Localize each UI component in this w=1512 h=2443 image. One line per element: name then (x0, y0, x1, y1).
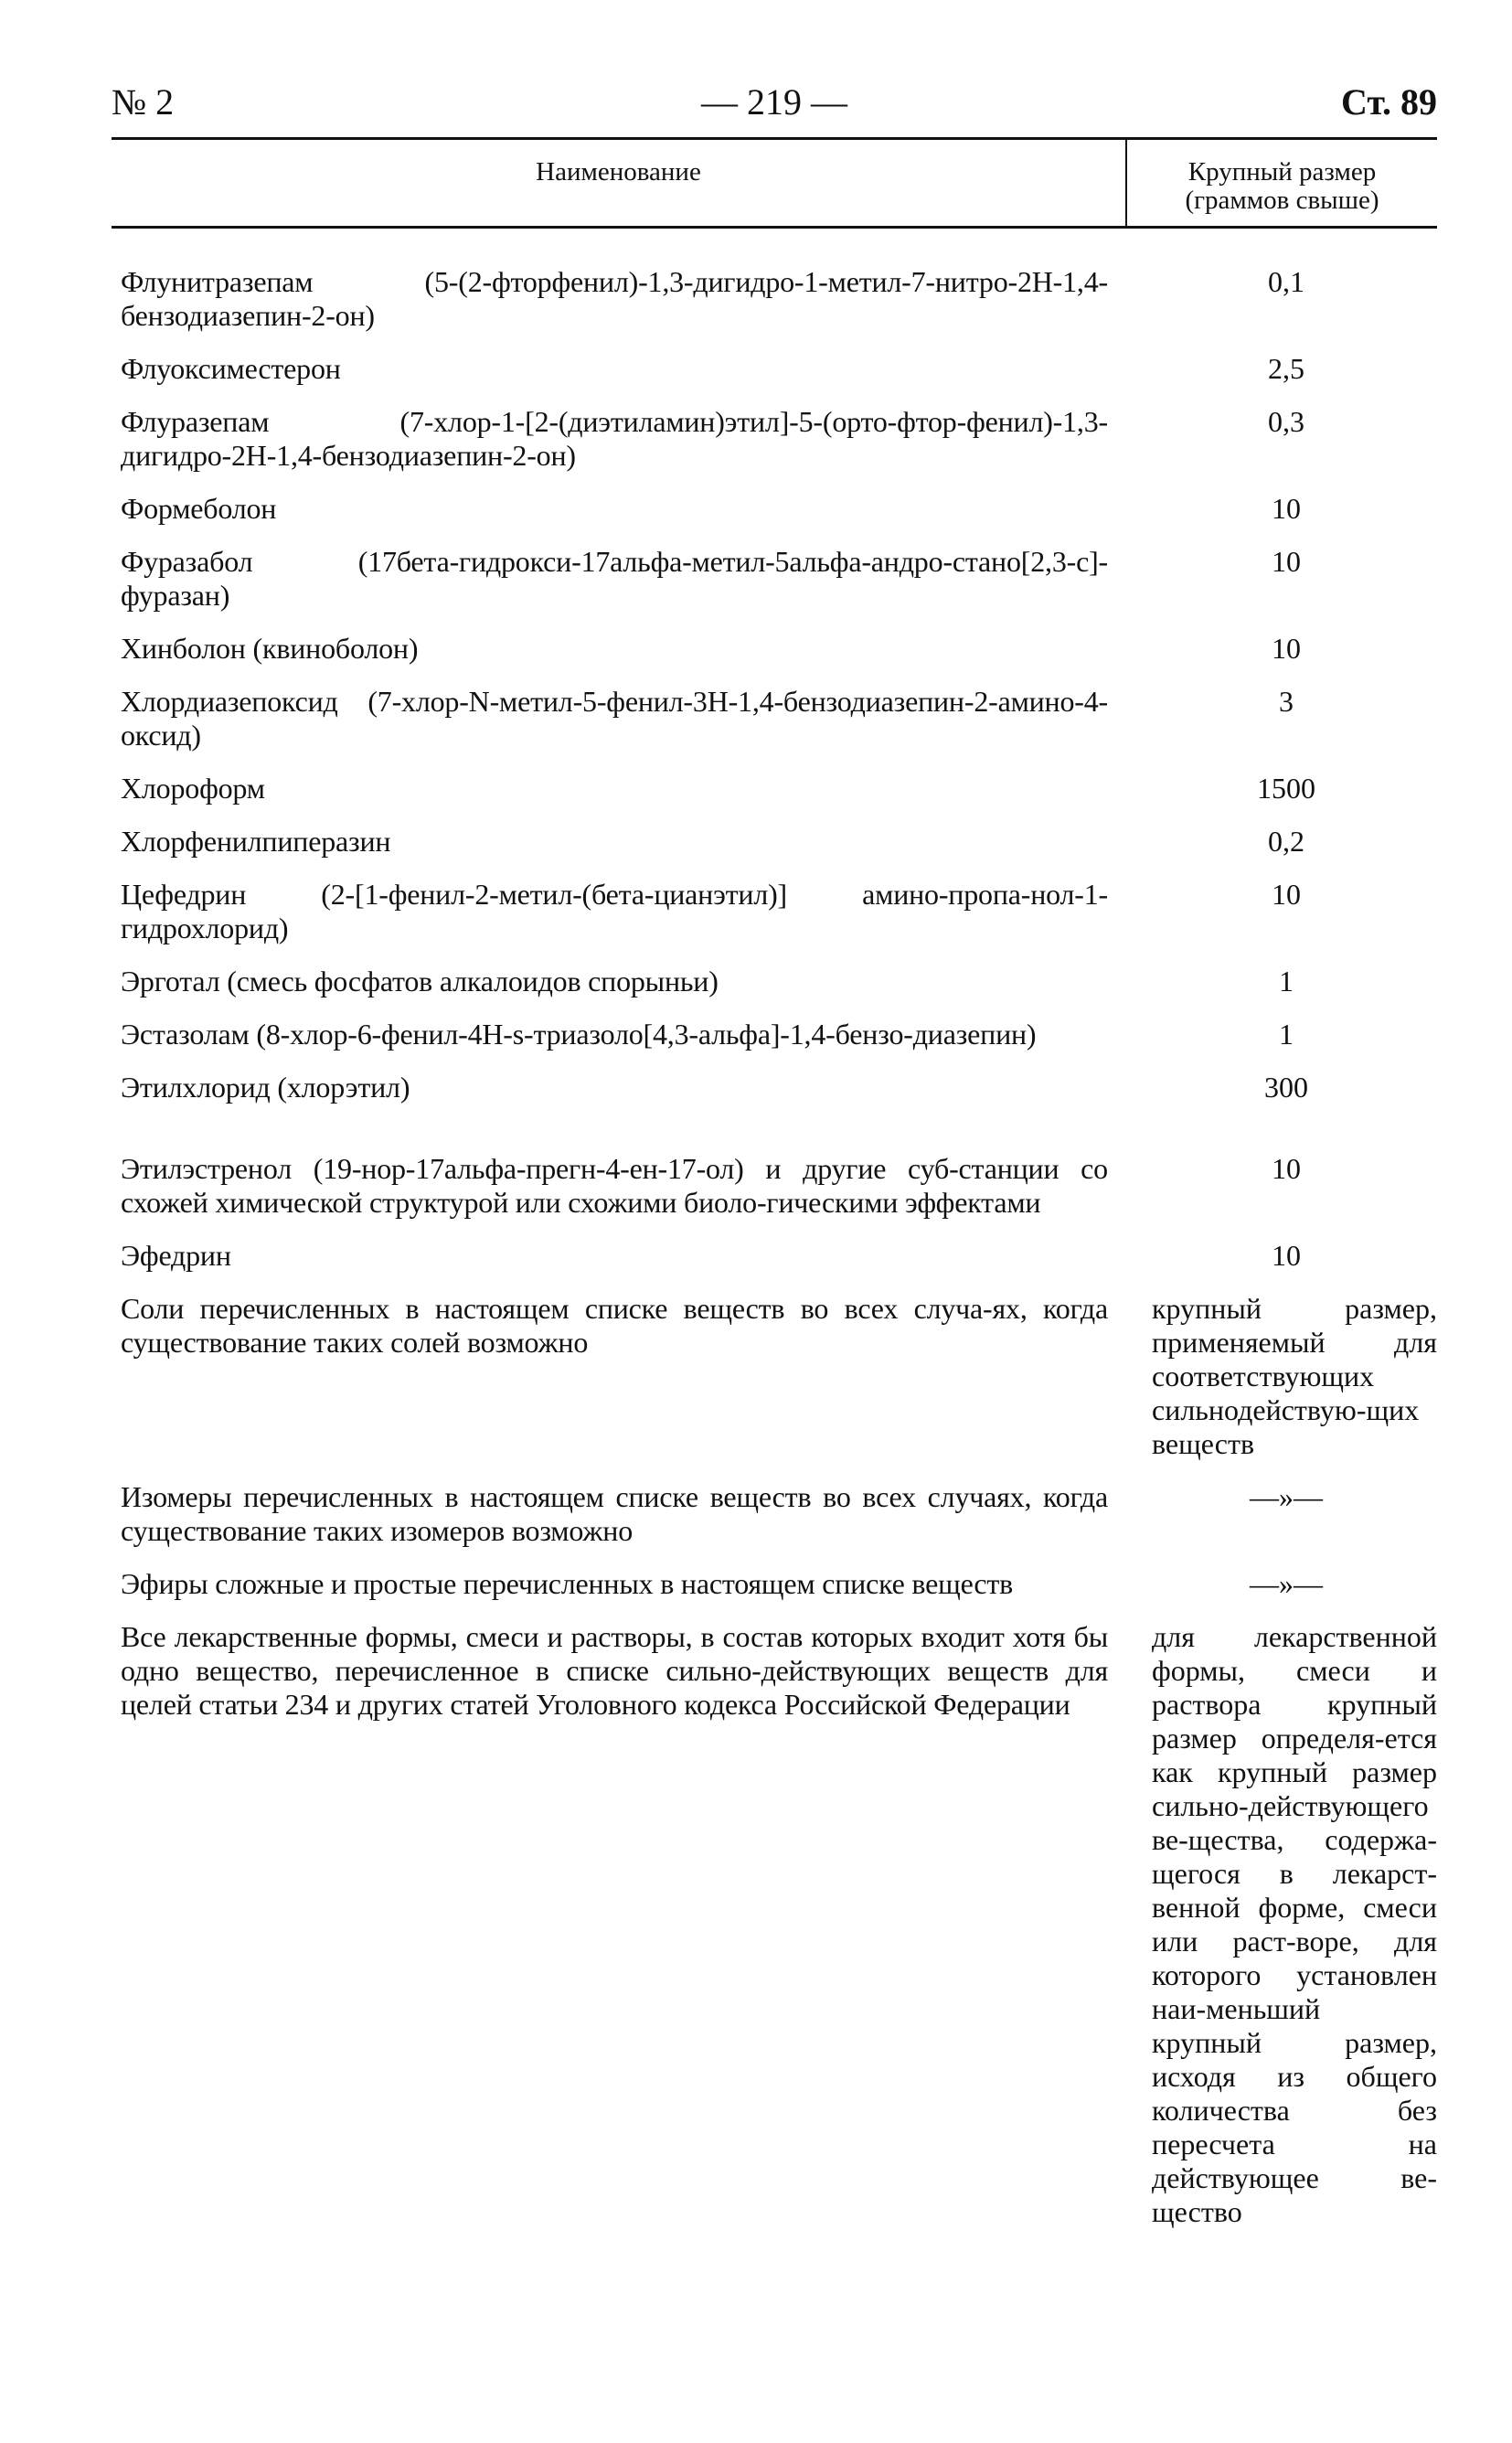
amount-value: 300 (1264, 1071, 1308, 1104)
table-row (112, 485, 1437, 539)
table-row (112, 1064, 1437, 1117)
page-number: — 219 — (701, 81, 847, 123)
substance-name: Этилэстренол (19-нор-17альфа-прегн-4-ен-17-ол) и другие суб-станции со схожей химической структурой или схожими биоло-гическими эффектами (121, 1152, 1108, 1219)
substance-name: Изомеры перечисленных в настоящем списке веществ во всех случаях, когда существование таких изомеров возможно (121, 1480, 1108, 1547)
substances-table (112, 137, 1437, 2242)
amount-value: 10 (1272, 1239, 1301, 1272)
table-row (112, 399, 1437, 485)
table-row (112, 539, 1437, 625)
amount-value: 3 (1279, 685, 1294, 718)
amount-value: 10 (1272, 492, 1301, 525)
substance-name: Все лекарственные формы, смеси и растворы, в состав которых входит хотя бы одно вещество, перечисленное в списке сильно-действующих веществ для целей статьи 234 и других статей Уголовного кодекса Российской Федерации (121, 1620, 1108, 1721)
table-row (112, 1117, 1437, 1232)
column-header-name: Наименование (112, 139, 1126, 228)
table-row (112, 228, 1437, 347)
substance-name: Эфедрин (121, 1239, 231, 1272)
substance-name: Хлордиазепоксид (7-хлор-N-метил-5-фенил-3Н-1,4-бензодиазепин-2-амино-4-оксид) (121, 685, 1108, 752)
substance-name: Флунитразепам (5-(2-фторфенил)-1,3-дигидро-1-метил-7-нитро-2Н-1,4-бензодиазепин-2-он) (121, 265, 1108, 332)
issue-number: № 2 (112, 81, 175, 123)
substance-name: Цефедрин (2-[1-фенил-2-метил-(бета-цианэтил)] амино-пропа-нол-1-гидрохлорид) (121, 878, 1108, 944)
table-row (112, 1286, 1437, 1474)
amount-value: 1 (1279, 1018, 1294, 1051)
table-row (112, 871, 1437, 958)
substance-name: Формеболон (121, 492, 277, 525)
substance-name: Соли перечисленных в настоящем списке веществ во всех случа-ях, когда существование таких солей возможно (121, 1292, 1108, 1359)
running-header (112, 73, 1437, 137)
column-header-amount: Крупный размер (граммов свыше) (1126, 139, 1437, 228)
amount-value: —»— (1250, 1567, 1323, 1600)
amount-value: 1500 (1257, 772, 1315, 805)
substance-name: Хинболон (квиноболон) (121, 632, 419, 665)
amount-value: —»— (1250, 1480, 1323, 1513)
table-row (112, 678, 1437, 765)
amount-value: 0,3 (1268, 405, 1304, 438)
substance-name: Хлороформ (121, 772, 265, 805)
amount-value: 0,1 (1268, 265, 1304, 298)
table-row (112, 1561, 1437, 1614)
amount-value: 0,2 (1268, 825, 1304, 858)
table-row (112, 958, 1437, 1011)
substance-name: Флуразепам (7-хлор-1-[2-(диэтиламин)этил]-5-(орто-фтор-фенил)-1,3-дигидро-2Н-1,4-бензодиазепин-2-он) (121, 405, 1108, 472)
table-row (112, 765, 1437, 818)
article-number: Ст. 89 (1341, 81, 1437, 123)
table-row (112, 1232, 1437, 1286)
substance-name: Хлорфенилпиперазин (121, 825, 391, 858)
table-row (112, 1474, 1437, 1561)
substance-name: Эрготал (смесь фосфатов алкалоидов спорыньи) (121, 965, 719, 997)
amount-value: 10 (1272, 1152, 1301, 1185)
table-row (112, 818, 1437, 871)
document-page (112, 73, 1437, 2242)
substance-name: Эстазолам (8-хлор-6-фенил-4Н-s-триазоло[4,3-альфа]-1,4-бензо-диазепин) (121, 1018, 1037, 1051)
substance-name: Эфиры сложные и простые перечисленных в настоящем списке веществ (121, 1567, 1014, 1600)
table-row (112, 1011, 1437, 1064)
substance-name: Этилхлорид (хлорэтил) (121, 1071, 410, 1104)
table-row (112, 1614, 1437, 2242)
table-row (112, 625, 1437, 678)
amount-value: крупный размер, применяемый для соответствующих сильнодействую-щих веществ (1152, 1292, 1437, 1460)
amount-value: 10 (1272, 632, 1301, 665)
substance-name: Фуразабол (17бета-гидрокси-17альфа-метил-5альфа-андро-стано[2,3-с]-фуразан) (121, 545, 1108, 612)
amount-value: для лекарственной формы, смеси и раствора крупный размер определя-ется как крупный размер сильно-действующего ве-щества, содержа-щегося в лекарст-венной форме, смеси или раст-воре, для которого установлен наи-меньший крупный размер, исходя из общего количества без пересчета на действующее ве-щество (1152, 1620, 1437, 2228)
table-row (112, 346, 1437, 399)
amount-value: 10 (1272, 878, 1301, 911)
amount-value: 10 (1272, 545, 1301, 578)
substance-name: Флуоксиместерон (121, 352, 341, 385)
table-header-row (112, 139, 1437, 228)
amount-value: 1 (1279, 965, 1294, 997)
amount-value: 2,5 (1268, 352, 1304, 385)
